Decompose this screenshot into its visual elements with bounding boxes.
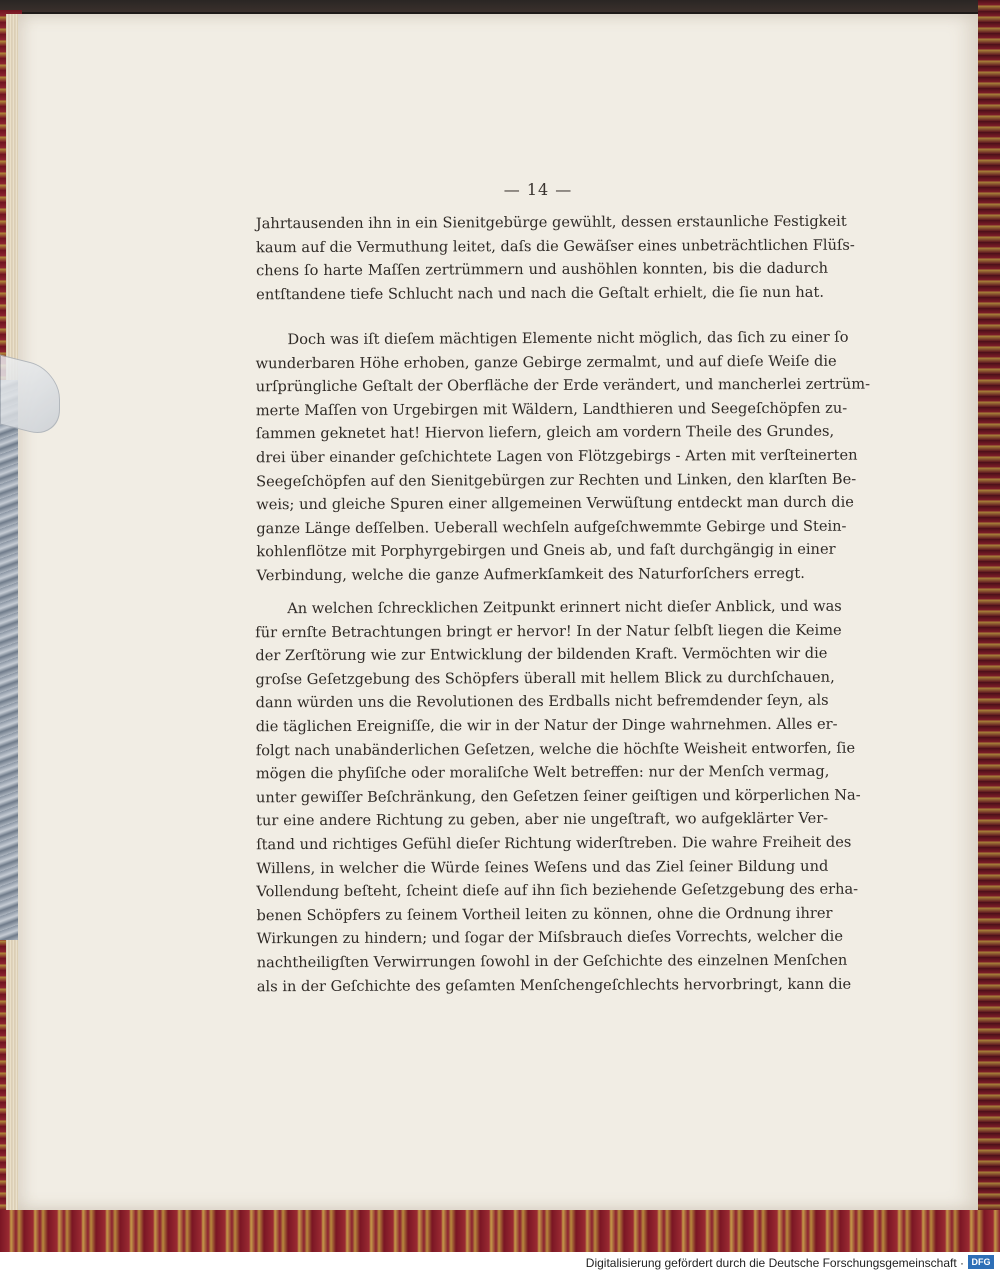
text-line: Vollendung beſteht, ſcheint dieſe auf ihn ſich beziehende Geſetzgebung des erha-: [256, 880, 859, 901]
text-line: für ernſte Betrachtungen bringt er hervor! In der Natur ſelbſt liegen die Keime: [255, 621, 842, 641]
text-line: Wirkungen zu hindern; und ſogar der Miſsbrauch dieſes Vorrechts, welcher die: [256, 928, 844, 948]
book-cover-right: [978, 0, 1000, 1252]
text-line: kohlenflötze mit Porphyrgebirgen und Gneis ab, und faſt durchgängig in einer: [256, 541, 836, 561]
text-line: Willens, in welcher die Würde ſeines Weſens und das Ziel ſeiner Bildung und: [256, 857, 829, 877]
text-line: chens ſo harte Maſſen zertrümmern und aushöhlen konnten, bis die dadurch: [256, 259, 829, 280]
text-line: groſse Geſetzgebung des Schöpfers überall mit hellem Blick zu durchſchauen,: [255, 668, 835, 689]
text-line: ſammen geknetet hat! Hiervon liefern, gleich am vordern Theile des Grundes,: [255, 423, 835, 443]
text-line: benen Schöpfers zu ſeinem Vortheil leiten zu können, ohne die Ordnung ihrer: [256, 904, 833, 924]
funding-credit: Digitalisierung gefördert durch die Deutsche Forschungsgemeinschaft ·: [585, 1256, 964, 1270]
book-cover-bottom: [0, 1210, 1000, 1252]
text-line: Seegeſchöpfen auf den Sienitgebürgen zur Rechten und Linken, den klarſten Be-: [256, 470, 857, 490]
text-line: entſtandene tiefe Schlucht nach und nach die Geſtalt erhielt, die ſie nun hat.: [256, 283, 824, 304]
text-line: Jahrtausenden ihn in ein Sienitgebürge gewühlt, dessen erstaunliche Festigkeit: [255, 212, 847, 233]
text-line: ganze Länge deſſelben. Ueberall wechſeln aufgeſchwemmte Gebirge und Stein-: [256, 517, 847, 537]
text-line: unter gewiſſer Beſchränkung, den Geſetzen ſeiner geiſtigen und körperlichen Na-: [255, 786, 861, 806]
page-number: — 14 —: [503, 180, 573, 199]
paragraph-2: [255, 326, 871, 588]
text-line: Verbindung, welche die ganze Aufmerkſamkeit des Naturforſchers erregt.: [256, 564, 805, 585]
text-line: tur eine andere Richtung zu geben, aber nie ungeſtraft, wo aufgeklärter Ver-: [256, 810, 829, 830]
text-line: kaum auf die Vermuthung leitet, daſs die Gewäſser eines unbeträchtlichen Flüſs-: [255, 236, 855, 256]
text-line: der Zerſtörung wie zur Entwicklung der bildenden Kraft. Vermöchten wir die: [255, 644, 828, 665]
text-line: nachtheiligſten Verwirrungen ſowohl in der Geſchichte des einzelnen Menſchen: [256, 951, 848, 972]
text-line: als in der Geſchichte des geſamten Menſchengeſchlechts hervorbringt, kann die: [256, 975, 852, 995]
text-line: weis; und gleiche Spuren einer allgemeinen Verwüſtung entdeckt man durch die: [256, 493, 854, 514]
text-line: die täglichen Ereigniſſe, die wir in der Natur der Dinge wahrnehmen. Alles er-: [255, 715, 838, 736]
text-line: wunderbaren Höhe erhoben, ganze Gebirge zermalmt, und auf dieſe Weiſe die: [255, 352, 837, 372]
marbled-endpaper: [0, 380, 20, 940]
text-line: urſprüngliche Geſtalt der Oberfläche der Erde verändert, und mancherlei zertrüm-: [255, 375, 871, 396]
text-line: Doch was iſt dieſem mächtigen Elemente nicht möglich, das ſich zu einer ſo: [287, 328, 849, 349]
text-line: drei über einander geſchichtete Lagen von Flötzgebirgs - Arten mit verſteinerten: [255, 446, 858, 467]
paragraph-1: [255, 210, 855, 307]
text-line: An welchen ſchrecklichen Zeitpunkt erinnert nicht dieſer Anblick, und was: [287, 597, 842, 618]
text-line: ſtand und richtiges Gefühl dieſer Richtung widerſtreben. Die wahre Freiheit des: [256, 833, 852, 854]
text-line: folgt nach unabänderlichen Geſetzen, welche die höchſte Weisheit entworfen, ſie: [255, 739, 856, 759]
book-top-edge: [0, 0, 1000, 12]
paragraph-3: [255, 595, 861, 999]
text-line: dann würden uns die Revolutionen des Erdballs nicht befremdender ſeyn, als: [255, 692, 829, 712]
text-line: mögen die phyſiſche oder moraliſche Welt betreffen: nur der Menſch vermag,: [255, 762, 830, 783]
dfg-logo: DFG: [968, 1255, 994, 1269]
text-line: merte Maſſen von Urgebirgen mit Wäldern, Landthieren und Seegeſchöpfen zu-: [255, 399, 848, 420]
